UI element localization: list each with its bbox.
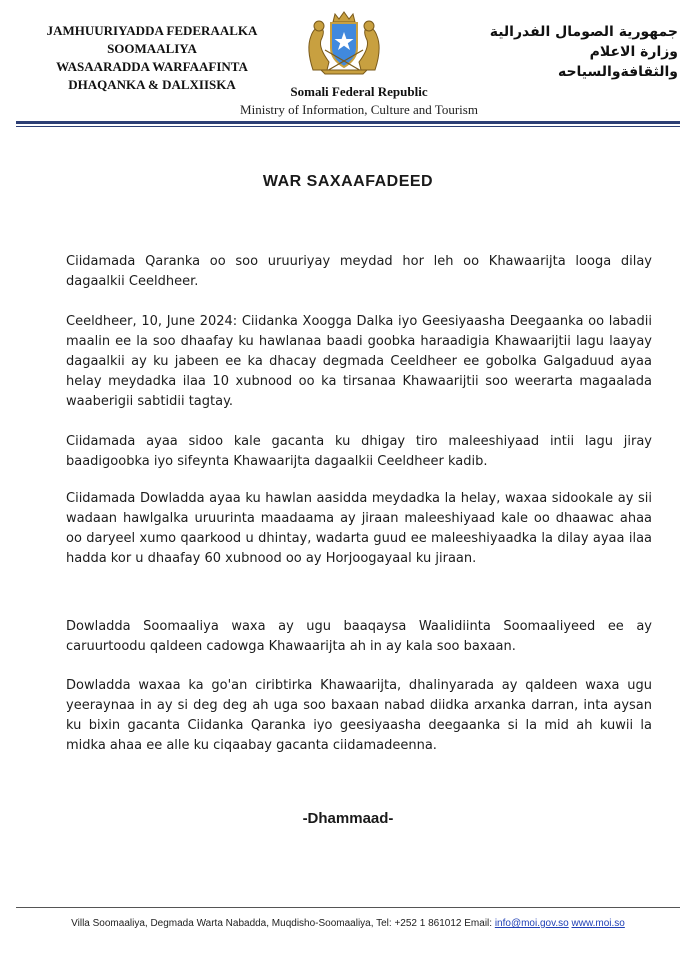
document-title: WAR SAXAAFADEED: [262, 173, 434, 190]
letterhead-line: JAMHUURIYADDA FEDERAALKA: [46, 23, 258, 38]
footer-website-link[interactable]: www.moi.so: [571, 918, 625, 929]
paragraph-body: Ciidamada ayaa sidoo kale gacanta ku dhigay tiro maleeshiyaad intii lagu jiray baadigoobka iyo sifeynta Khawaarijta dagaalkii Ceeldheer kadib.: [66, 434, 652, 469]
letterhead-arabic-line: وزارة الاعلام: [589, 44, 678, 60]
footer-divider: [16, 907, 680, 908]
coat-of-arms-icon: [299, 10, 389, 76]
letterhead-arabic-text: [448, 22, 678, 82]
letterhead-line: WASAARADDA WARFAAFINTA: [56, 59, 248, 74]
header-divider-thin: [16, 126, 680, 127]
paragraph-body: Dowladda Soomaaliya waxa ay ugu baaqaysa Waalidiinta Soomaaliyeed ee ay caruurtoodu qaldeen cadowga Khawaarijta ah in ay kala soo baxaan.: [66, 619, 652, 654]
paragraph-body: Dowladda waxaa ka go'an ciribtirka Khawaarijta, dhalinyarada ay qaldeen waxa ugu yeeraynaa in ay si deg deg ah uga soo baxaan nabad diidka arxanka darran, inta aysan ku bixin gacanta Ciidanka Qaranka iyo geesiyaasha deegaanka si la mid ah kuwii la midka ahaa ee alle ku ciqaabay gacanta ciidamadeenna.: [66, 678, 652, 753]
paragraph-body: Ciidamada Dowladda ayaa ku hawlan aasidda meydadka la helay, waxaa sidookale ay sii wadaan hawlgalka uruurinta maadaama ay jiraan maleeshiyaad kale oo dhaawac ahaa oo daryeel xumo qaarkood u dhintay, wadarta guud ee maleeshiyaadka la dilay ayaa ilaa hadda kor u dhaafay 60 xubnood oo ay Horjoogayaal ku jiraan.: [66, 491, 652, 566]
paragraph-body: Ceeldheer, 10, June 2024: Ciidanka Xoogga Dalka iyo Geesiyaasha Deegaanka oo labadii maalin ee la soo dhaafay ku hawlanaa baadi goobka haraadigia Khawaarijtii lagu laayay dagaalkii ay ku jabeen ee ka dhacay degmada Ceeldheer ee gobolka Galgaduud ayaa helay meydadka ilaa 10 xubnood oo ka tirsanaa Khawaarijtii soo weerarta magaalada waaberigii sabtidii tagtay.: [66, 314, 652, 409]
footer-email-link[interactable]: info@moi.gov.so: [494, 918, 569, 929]
footer: [0, 918, 696, 929]
letterhead-line: DHAQANKA & DALXIISKA: [68, 77, 236, 92]
english-ministry-name: Ministry of Information, Culture and Tourism: [240, 102, 478, 117]
letterhead-line: SOOMAALIYA: [107, 41, 197, 56]
footer-address: Villa Soomaaliya, Degmada Warta Nabadda, Muqdisho-Soomaaliya, Tel: +252 1 861012 Email:: [71, 918, 493, 929]
letterhead-arabic-line: والثقافةوالسياحه: [557, 64, 678, 80]
header-divider: [16, 121, 680, 124]
letterhead-arabic-line: جمهورية الصومال الفدرالية: [489, 24, 678, 40]
paragraph-headline: Ciidamada Qaranka oo soo uruuriyay meydad hor leh oo Khawaarijta looga dilay dagaalkii Ceeldheer.: [66, 254, 652, 289]
document-closing: -Dhammaad-: [302, 810, 394, 827]
english-country-name: Somali Federal Republic: [290, 84, 428, 99]
